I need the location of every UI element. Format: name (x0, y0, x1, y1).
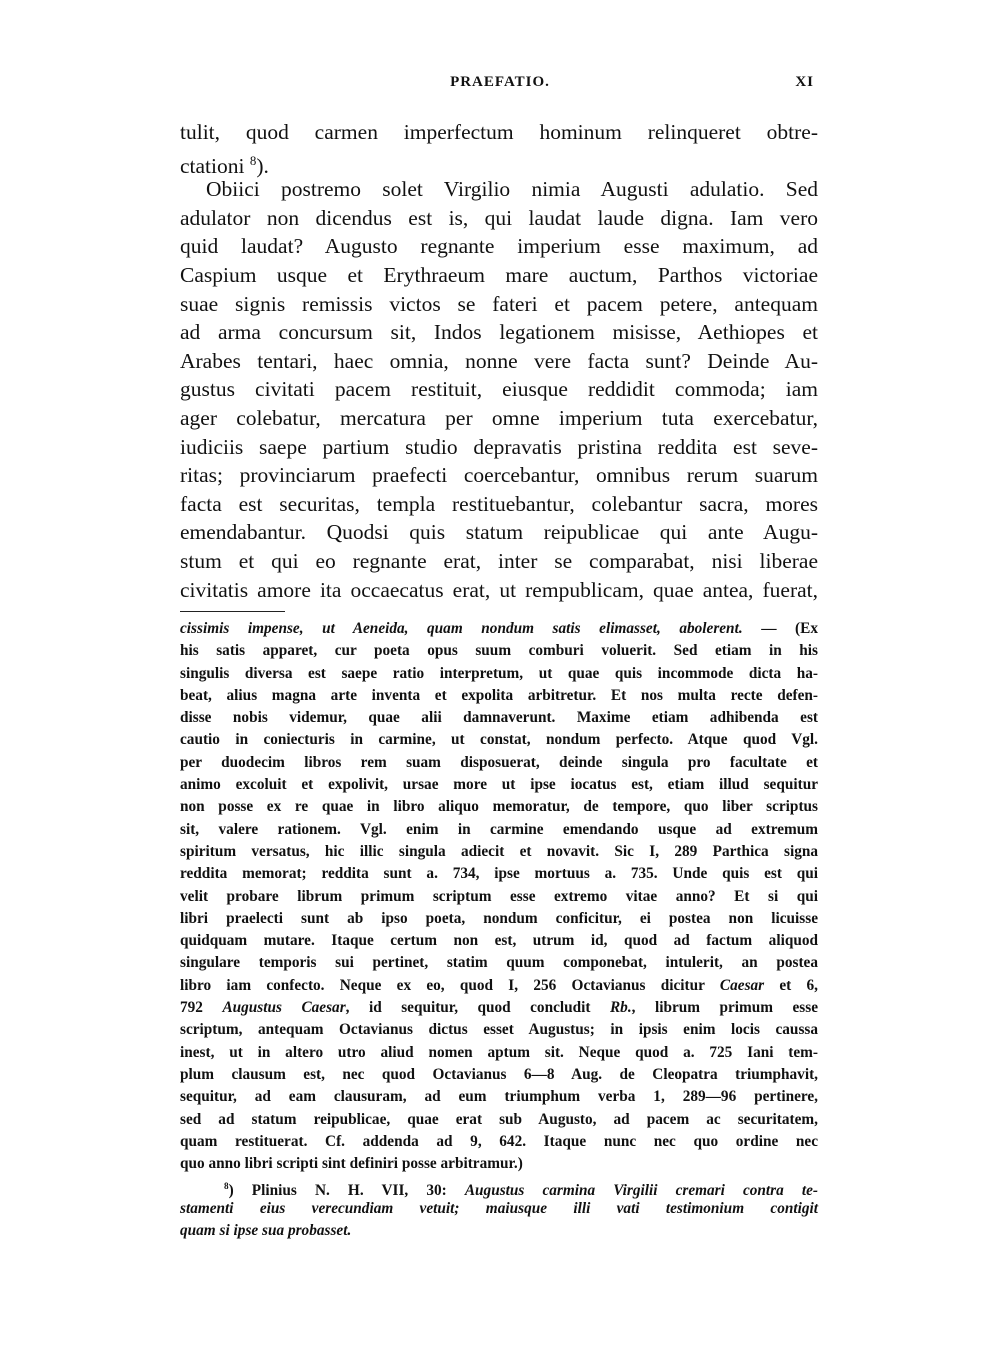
text-run: tulit, quod carmen imperfectum hominum relinqueret obtre- (180, 120, 818, 144)
italic-text-run: quam si ipse sua probasset. (180, 1222, 352, 1240)
footnote-line (180, 1198, 818, 1220)
footnote-line (180, 752, 818, 774)
text-run: gustus civitati pacem restituit, eiusque reddidit commoda; iam (180, 377, 818, 402)
text-run: sequitur, ad eam clausuram, ad eum triumphum verba 1, 289—96 pertinere, (180, 1088, 818, 1106)
text-run: non posse ex re quae in libro aliquo memoratur, de tempore, quo liber scriptus (180, 798, 818, 816)
text-run: animo excoluit et expolivit, ursae more ut ipse iocatus est, etiam illud sequitur (180, 776, 818, 794)
footnote-line (180, 774, 818, 796)
text-run: libro iam confecto. Neque ex eo, quod I, 256 Octavianus dicitur (180, 976, 720, 994)
text-run: , librum primum esse (631, 999, 818, 1017)
footnote-line (180, 640, 818, 662)
text-run: cautio in coniecturis in carmine, ut constat, nondum perfecto. Atque quod Vgl. (180, 731, 818, 749)
text-run: libri praelecti sunt ab ipso poeta, nondum conficitur, ei postea non licuisse (180, 909, 818, 927)
text-run: ad arma concursum sit, Indos legationem misisse, Aethiopes et (180, 320, 818, 345)
footnote-line (180, 1042, 818, 1064)
text-run: Caspium usque et Erythraeum mare auctum, Parthos victoriae (180, 262, 818, 287)
footnote-line (180, 1131, 818, 1153)
text-run: civitatis amore ita occaecatus erat, ut rempublicam, quae antea, fuerat, (180, 577, 818, 602)
body-text-line (180, 576, 818, 605)
text-run: velit probare librum primum scriptum esse extremo vitae anno? Et si qui (180, 887, 818, 905)
footnote-separator-rule (180, 611, 285, 612)
text-run: disse nobis videmur, quae alii damnaverunt. Maxime etiam adhibenda est (180, 709, 818, 727)
text-run: sit, valere rationem. Vgl. enim in carmine emendando usque ad extremum (180, 820, 818, 838)
text-run: sed ad statum reipublicae, quae erat sub Augusto, ad pacem ac securitatem, (180, 1110, 818, 1128)
footnote-line (180, 975, 818, 997)
body-text-line (180, 290, 818, 319)
text-run: ager colebatur, mercatura per omne imperium tuta exercebatur, (180, 405, 818, 430)
footnote-line (180, 663, 818, 685)
body-text-line (180, 175, 818, 204)
text-run: quidquam mutare. Itaque certum non est, utrum id, quod ad factum aliquod (180, 932, 818, 950)
italic-text-run: Caesar (719, 976, 765, 994)
footnote-line (180, 886, 818, 908)
footnote-line (180, 1086, 818, 1108)
text-run: 792 (180, 999, 223, 1017)
footnote-line (180, 1109, 818, 1131)
body-text-line (180, 433, 818, 462)
body-text-line (180, 375, 818, 404)
text-run: ritas; provinciarum praefecti coercebantur, omnibus rerum suarum (180, 463, 818, 488)
body-text-line (180, 147, 818, 176)
body-text-line (180, 547, 818, 576)
footnote-line (180, 863, 818, 885)
text-run: his satis apparet, cur poeta opus suum comburi voluerit. Sed etiam in his (180, 642, 818, 660)
italic-text-run: cissimis impense, ut Aeneida, quam nondum satis elimasset, abolerent. (180, 620, 743, 637)
text-run: plum clausum est, nec quod Octavianus 6—8 Aug. de Cleopatra triumphavit, (180, 1065, 818, 1083)
footnote-line (180, 796, 818, 818)
footnote-line (180, 1019, 818, 1041)
body-text-line (180, 232, 818, 261)
text-run: spiritum versatus, hic illic singula adiecit et novavit. Sic I, 289 Parthica signa (180, 842, 818, 860)
footnote-line (180, 908, 818, 930)
footnote-line (180, 997, 818, 1019)
text-run: ctationi (180, 153, 250, 178)
main-text-block (180, 118, 818, 604)
footnote-line (180, 1064, 818, 1086)
text-run: emendabantur. Quodsi quis statum reipublicae qui ante Augu- (180, 520, 818, 545)
text-run: singulare temporis sui pertinet, statim quum componebat, intulerit, an postea (180, 954, 818, 972)
footnotes-block (180, 618, 818, 1242)
footnote-line (180, 729, 818, 751)
body-text-line (180, 261, 818, 290)
text-run: Obiici postremo solet Virgilio nimia Augusti adulatio. Sed (206, 177, 818, 202)
text-run: scriptum, antequam Octavianus dictus esset Augustus; in ipsis enim locis caussa (180, 1021, 818, 1039)
footnote-line (180, 841, 818, 863)
footnote-line (180, 618, 818, 640)
text-run: per duodecim libros rem suam disposuerat, deinde singula pro facultate et (180, 753, 818, 771)
text-run: facta est securitas, templa restituebantur, colebantur sacra, mores (180, 491, 818, 516)
footnote-marker: 8 (224, 1181, 229, 1192)
text-run: singulis diversa est saepe ratio interpretum, ut quae quis incommode dicta ha- (180, 664, 818, 682)
footnote-line (180, 952, 818, 974)
page-number: XI (795, 74, 814, 90)
italic-text-run: Augustus carmina Virgilii cremari contra te- (464, 1182, 818, 1200)
footnote-line (180, 707, 818, 729)
italic-text-run: Augustus Caesar (222, 999, 346, 1017)
text-run: quo anno libri scripti sint definiri posse arbitramur.) (180, 1155, 523, 1173)
body-text-line (180, 347, 818, 376)
footnote-marker: 8 (249, 153, 257, 168)
running-title: PRAEFATIO. (450, 74, 550, 90)
text-run: stum et qui eo regnante erat, inter se comparabat, nisi liberae (180, 548, 818, 573)
text-run: ) Plinius N. H. VII, 30: (228, 1182, 465, 1200)
body-text-line (180, 518, 818, 547)
body-text-line (180, 404, 818, 433)
footnote-line (180, 685, 818, 707)
footnote-line (180, 1220, 818, 1242)
text-run: adulator non dicendus est is, qui laudat laude digna. Iam vero (180, 205, 818, 230)
body-text-line (180, 461, 818, 490)
text-run: et 6, (764, 976, 818, 994)
body-text-line (180, 490, 818, 519)
text-run: Arabes tentari, haec omnia, nonne vere facta sunt? Deinde Au- (180, 348, 818, 373)
body-text-line (180, 204, 818, 233)
body-text-line (180, 118, 818, 147)
text-run: iudiciis saepe partium studio depravatis pristina reddita est seve- (180, 434, 818, 459)
italic-text-run: stamenti eius verecundiam vetuit; maiusque illi vati testimonium contigit (180, 1199, 818, 1217)
footnote-line (180, 930, 818, 952)
italic-text-run: Rb. (609, 999, 632, 1017)
footnote-line (180, 1153, 818, 1175)
body-text-line (180, 318, 818, 347)
text-run: ). (256, 153, 269, 178)
text-run: quam restituerat. Cf. addenda ad 9, 642. Itaque nunc nec quo ordine nec (180, 1132, 818, 1150)
text-run: — (Ex (742, 620, 818, 637)
text-run: quid laudat? Augusto regnante imperium esse maximum, ad (180, 234, 818, 259)
footnote-line (180, 1175, 818, 1200)
text-run: , id sequitur, quod concludit (345, 999, 610, 1017)
footnote-line (180, 819, 818, 841)
text-run: suae signis remissis victos se fateri et pacem petere, antequam (180, 291, 818, 316)
text-run: beat, alius magna arte inventa et expolita arbitretur. Et nos multa recte defen- (180, 686, 818, 704)
text-run: inest, ut in altero utro aliud nomen aptum sit. Neque quod a. 725 Iani tem- (180, 1043, 818, 1061)
text-run: reddita memorat; reddita sunt a. 734, ipse mortuus a. 735. Unde quis est qui (180, 865, 818, 883)
